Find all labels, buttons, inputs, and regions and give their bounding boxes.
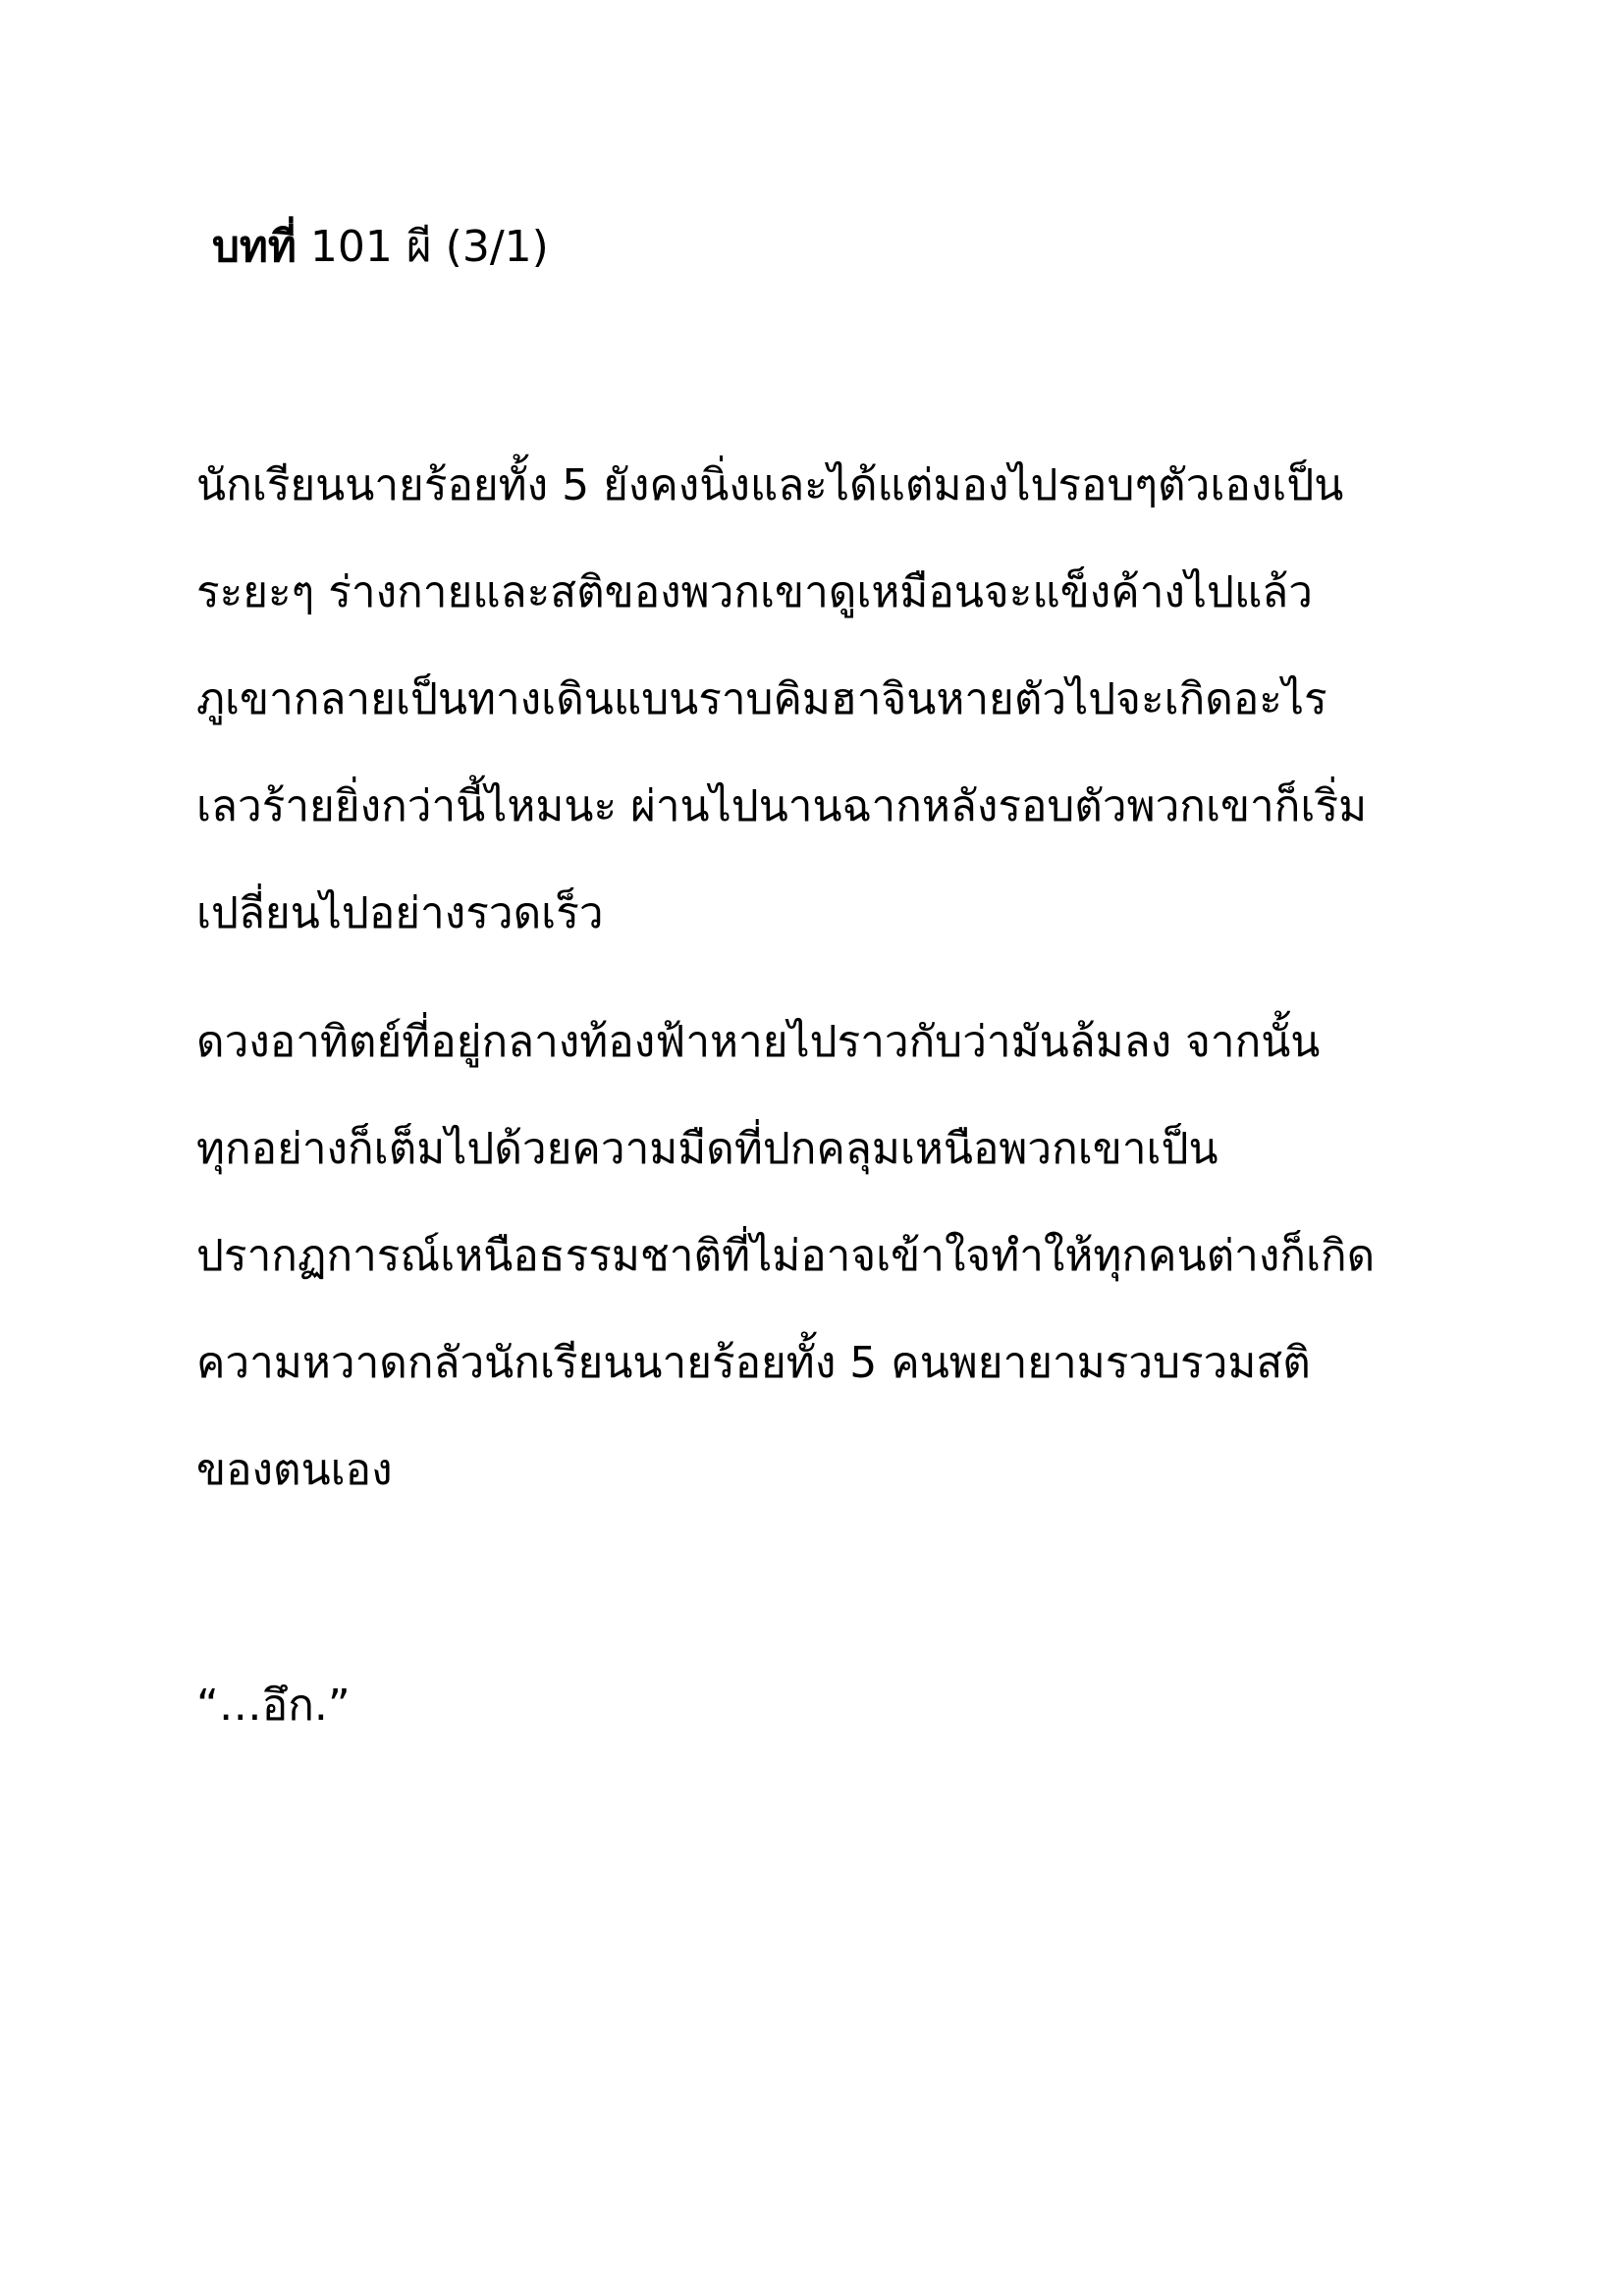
paragraph-line: ความหวาดกลัวนักเรียนนายร้อยทั้ง 5 คนพยายามรวบรวมสติ (196, 1338, 1311, 1388)
paragraph-line: ระยะๆ ร่างกายและสติของพวกเขาดูเหมือนจะแข็งค้างไปแล้ว (196, 567, 1313, 617)
paragraph-line: ทุกอย่างก็เต็มไปด้วยความมืดที่ปกคลุมเหนือพวกเขาเป็น (196, 1124, 1218, 1174)
chapter-title-label: บทที่ (212, 222, 297, 272)
paragraph-line: ภูเขากลายเป็นทางเดินแบนราบคิมฮาจินหายตัวไปจะเกิดอะไร (196, 674, 1327, 724)
paragraph-line: ดวงอาทิตย์ที่อยู่กลางท้องฟ้าหายไปราวกับว่ามันล้มลง จากนั้น (196, 1017, 1321, 1067)
paragraph-line: เปลี่ยนไปอย่างรวดเร็ว (196, 888, 604, 938)
paragraph-line: เลวร้ายยิ่งกว่านี้ไหมนะ ผ่านไปนานฉากหลังรอบตัวพวกเขาก็เริ่ม (196, 781, 1368, 831)
chapter-title (212, 218, 549, 277)
paragraph-line: นักเรียนนายร้อยทั้ง 5 ยังคงนิ่งและได้แต่มองไปรอบๆตัวเองเป็น (196, 460, 1344, 510)
chapter-title-number: 101 ผี (3/1) (296, 222, 549, 272)
paragraph-1 (196, 432, 1463, 967)
dialogue-quote: “…อึก.” (196, 1681, 351, 1731)
paragraph-2 (196, 988, 1463, 1523)
paragraph-line: ของตนเอง (196, 1445, 393, 1495)
paragraph-line: ปรากฏการณ์เหนือธรรมชาติที่ไม่อาจเข้าใจทำให้ทุกคนต่างก็เกิด (196, 1231, 1376, 1281)
